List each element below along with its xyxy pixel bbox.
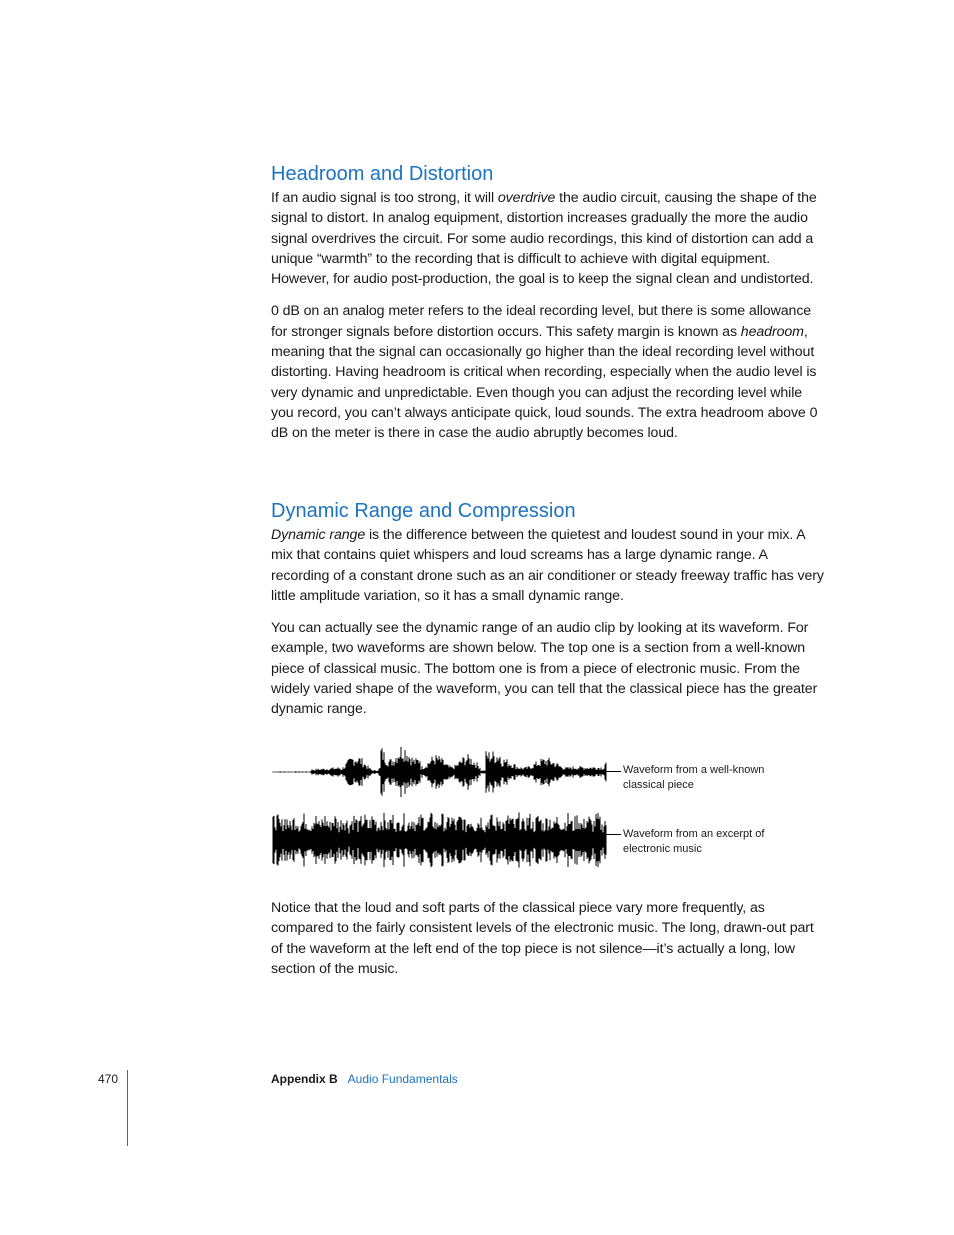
footer-rule <box>127 1070 128 1146</box>
callout-text: Waveform from an excerpt of <box>623 828 765 840</box>
footer-chapter: Appendix B <box>271 1072 338 1086</box>
footer-chapter-title: Audio Fundamentals <box>347 1072 458 1086</box>
text-span: the audio circuit, causing the shape of the signal to distort. In analog equipment, distortion increases gradually the more the audio signal overdrives the circuit. For some audio recordings, this kind of distortion can add a unique “warmth” to the recording that is difficult to achieve with digital equipment. However, for audio post-production, the goal is to keep the signal clean and undistorted. <box>271 190 817 288</box>
text-span: If an audio signal is too strong, it will <box>271 190 498 206</box>
section-conclusion <box>271 898 827 979</box>
text-span: , meaning that the signal can occasionally go higher than the ideal recording level without distorting. Having headroom is critical when recording, especially when the audio level is very dynamic and unpredictable. Even though you can adjust the recording level while you record, you can’t always anticipate quick, loud sounds. The extra headroom above 0 dB on the meter is there in case the audio abruptly becomes loud. <box>271 323 818 442</box>
callout-text: Waveform from a well-known <box>623 764 765 776</box>
section-headroom <box>271 160 827 444</box>
callout-leader-top <box>606 771 621 772</box>
paragraph-headroom <box>271 301 827 443</box>
text-span: is the difference between the quietest and loudest sound in your mix. A mix that contains quiet whispers and loud screams has a large dynamic range. A recording of a constant drone such as an air conditioner or steady freeway traffic has very little amplitude variation, so it has a small dynamic range. <box>271 527 824 604</box>
classical-waveform <box>273 747 606 797</box>
running-footer <box>271 1072 458 1086</box>
page-number: 470 <box>98 1072 119 1086</box>
emphasis-dynamic-range: Dynamic range <box>271 527 366 543</box>
callout-electronic <box>623 827 783 857</box>
section-dynamic-range <box>271 497 827 720</box>
heading-headroom: Headroom and Distortion <box>271 163 494 185</box>
paragraph-dynamic-range <box>271 525 827 606</box>
text-span: 0 dB on an analog meter refers to the ideal recording level, but there is some allowance for stronger signals before distortion occurs. This safety margin is known as <box>271 303 812 340</box>
waveform-illustration <box>271 740 611 875</box>
paragraph-conclusion: Notice that the loud and soft parts of the classical piece vary more frequently, as compared to the fairly consistent levels of the electronic music. The long, drawn-out part of the waveform at the left end of the top piece is not silence—it’s actually a long, low section of the music. <box>271 900 814 977</box>
emphasis-headroom: headroom <box>740 323 804 340</box>
callout-text: electronic music <box>623 843 702 855</box>
electronic-waveform <box>273 812 606 867</box>
paragraph-waveform: You can actually see the dynamic range of an audio clip by looking at its waveform. For example, two waveforms are shown below. The top one is a section from a well-known piece of classical music. The bottom one is from a piece of electronic music. From the widely varied shape of the waveform, you can tell that the classical piece has the greater dynamic range. <box>271 620 818 718</box>
waveform-figure <box>271 740 831 875</box>
emphasis-overdrive: overdrive <box>497 190 556 206</box>
callout-classical <box>623 763 783 793</box>
callout-text: classical piece <box>623 779 694 791</box>
heading-dynamic-range: Dynamic Range and Compression <box>271 500 576 522</box>
paragraph-overdrive <box>271 188 827 289</box>
callout-leader-bottom <box>606 834 621 835</box>
